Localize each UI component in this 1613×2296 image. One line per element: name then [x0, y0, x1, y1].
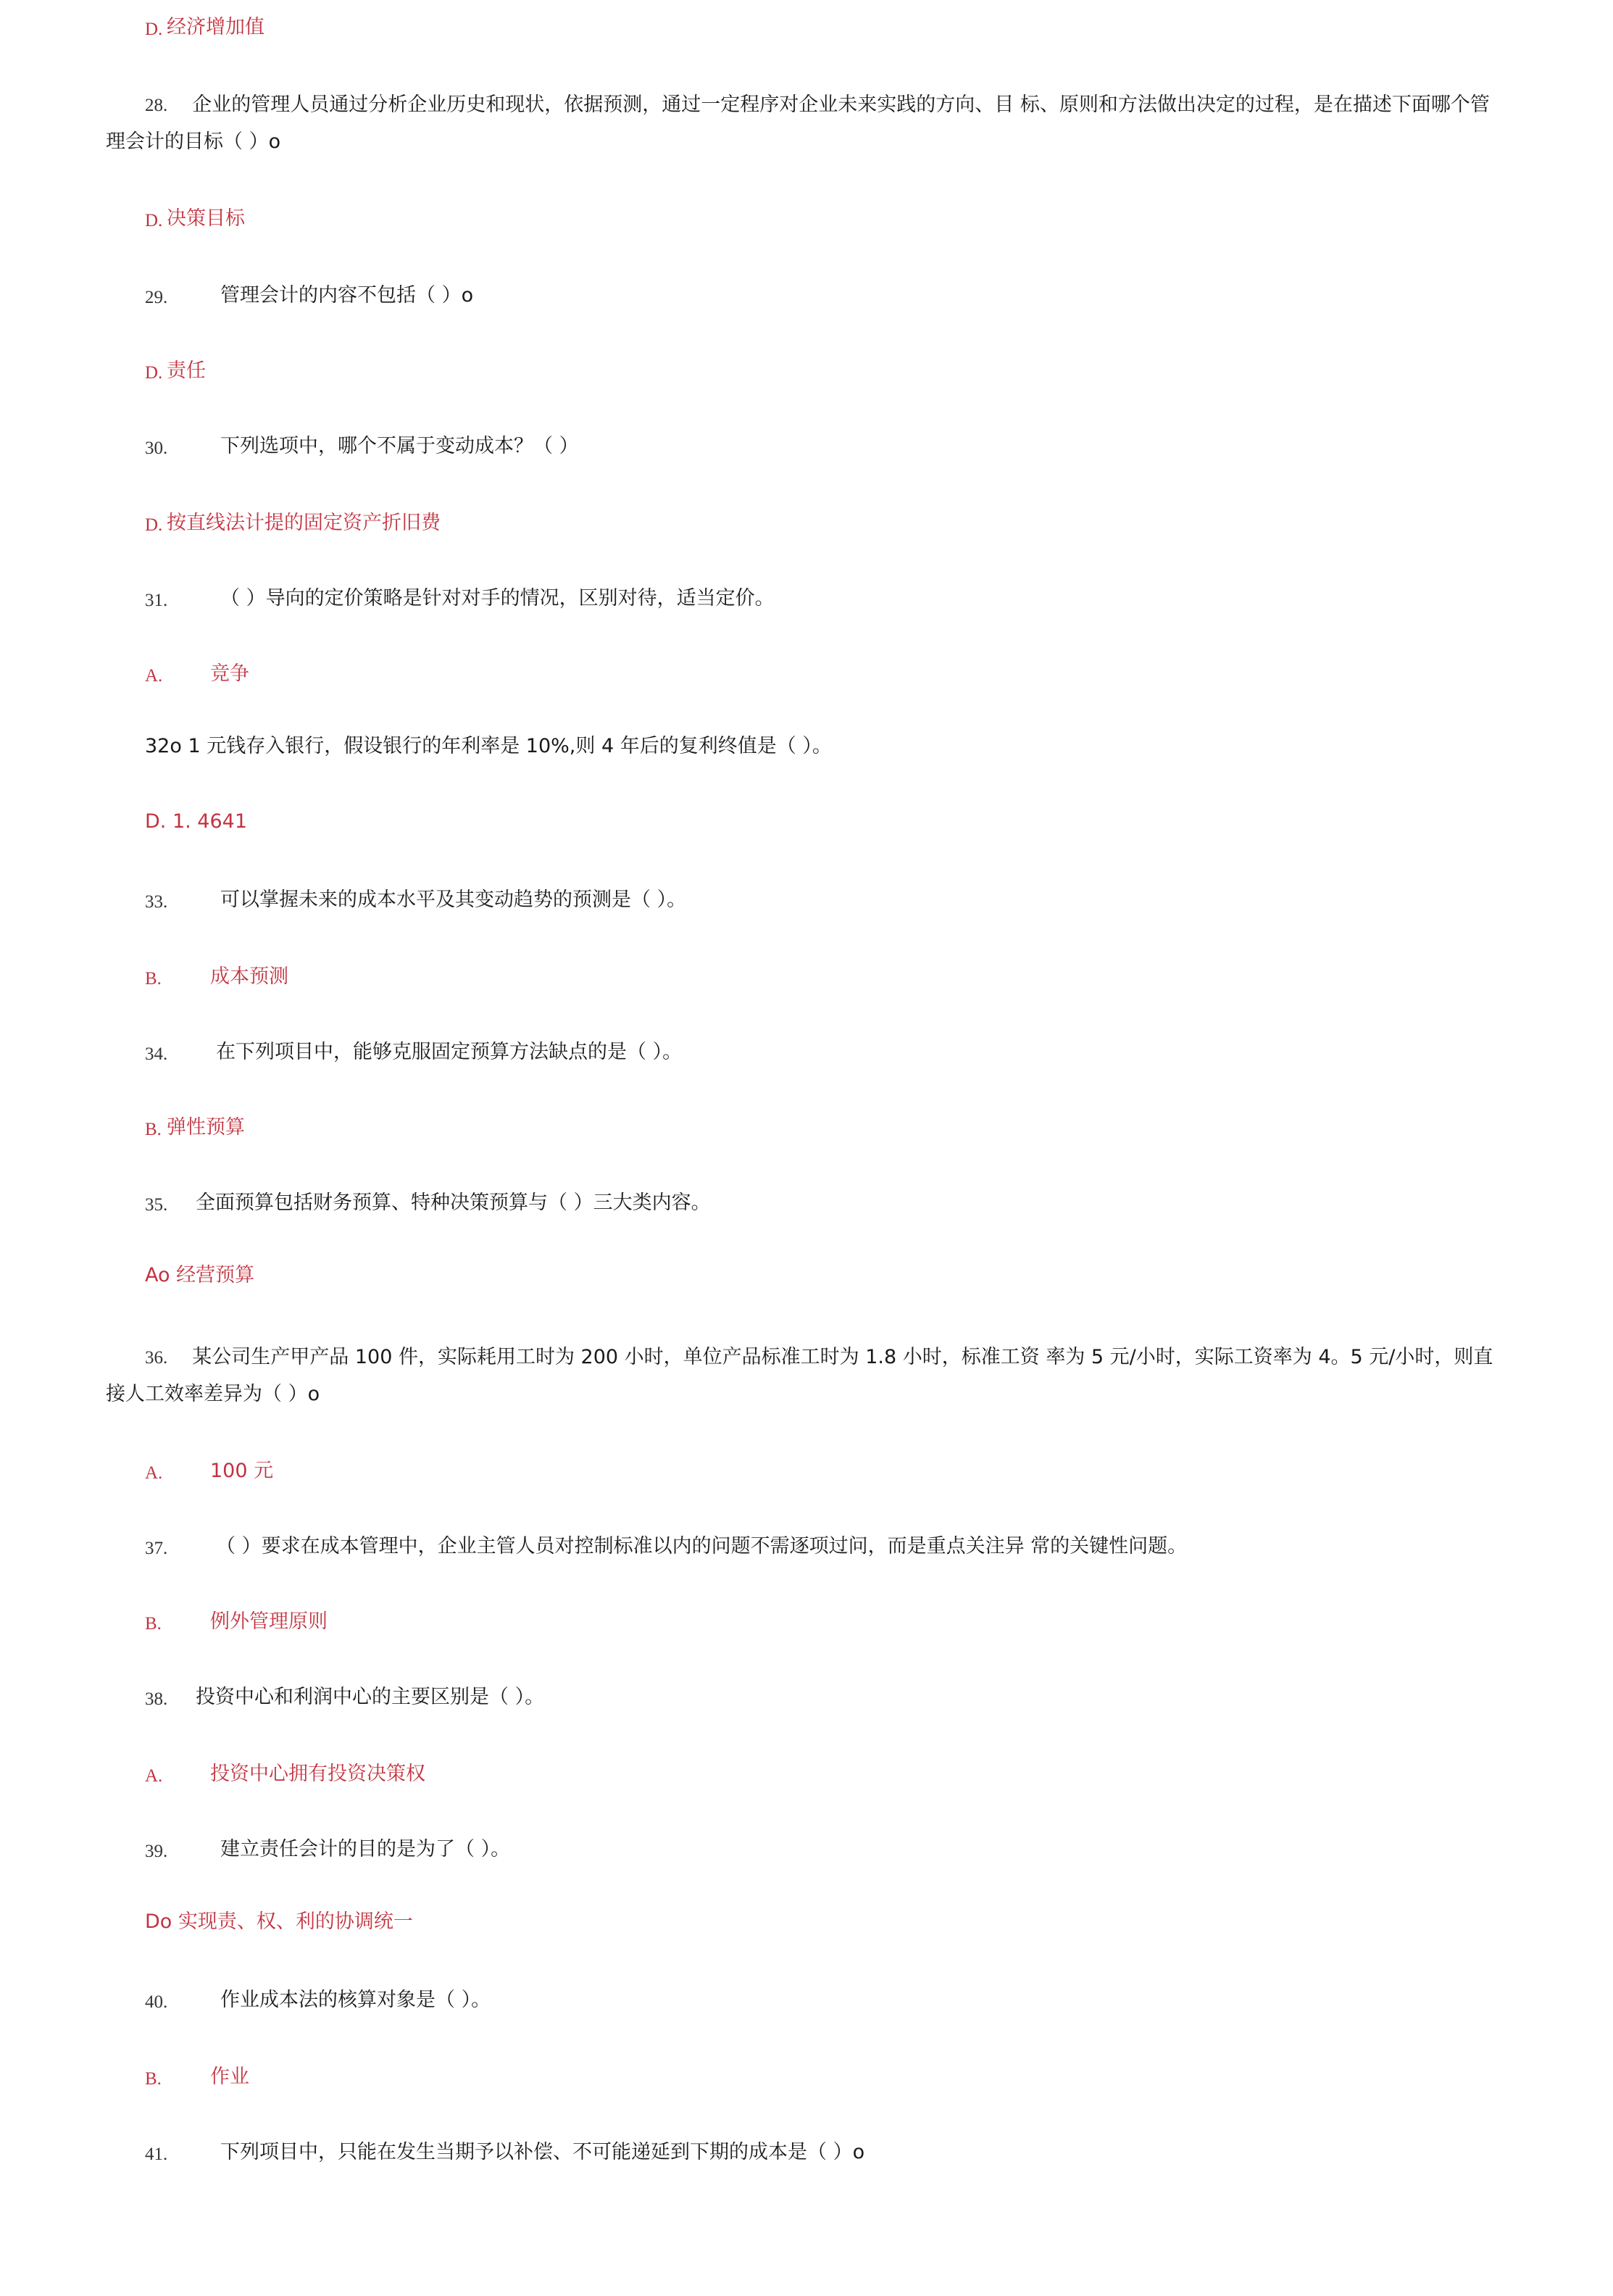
answer-text: 竞争 [210, 662, 249, 685]
question-number: 41. [145, 2145, 168, 2164]
question-text: 在下列项目中，能够克服固定预算方法缺点的是（ ）。 [216, 1041, 683, 1063]
answer-text: 作业 [210, 2066, 249, 2088]
answer-label: D. [145, 211, 163, 230]
question-text: 建立责任会计的目的是为了（ ）。 [220, 1838, 511, 1860]
question-number: 31. [145, 591, 168, 610]
question-text: （ ）要求在成本管理中，企业主管人员对控制标准以内的问题不需逐项过问，而是重点关注异 常的关键性问题。 [216, 1535, 1188, 1557]
answer-text: D. 1. 4641 [145, 810, 248, 833]
question-number: 34. [145, 1044, 168, 1064]
answer-text: 经济增加值 [167, 16, 264, 38]
question-text: 32o 1 元钱存入银行，假设银行的年利率是 10%,则 4 年后的复利终值是（ ）。 [145, 735, 832, 757]
question-number: 36. [145, 1348, 168, 1368]
answer-text: 按直线法计提的固定资产折旧费 [167, 512, 441, 534]
answer-label: B. [145, 1120, 162, 1139]
answer-label: D. [145, 20, 163, 39]
question-text: 作业成本法的核算对象是（ ）。 [220, 1989, 491, 2011]
answer-text: 100 元 [210, 1460, 274, 1482]
question-number: 40. [145, 1992, 168, 2012]
answer-label: A. [145, 1766, 163, 1786]
question-number: 29. [145, 288, 168, 307]
question-text: 可以掌握未来的成本水平及其变动趋势的预测是（ ）。 [220, 889, 687, 911]
answer-text: Ao 经营预算 [145, 1264, 255, 1286]
question-text: 投资中心和利润中心的主要区别是（ ）。 [196, 1686, 545, 1708]
answer-label: B. [145, 2069, 162, 2089]
answer-text: 成本预测 [210, 965, 288, 988]
question-number: 39. [145, 1842, 168, 1861]
answer-label: D. [145, 363, 163, 383]
answer-label: A. [145, 1463, 163, 1483]
question-number: 30. [145, 438, 168, 458]
answer-text: 弹性预算 [167, 1116, 245, 1139]
question-text: 全面预算包括财务预算、特种决策预算与（ ）三大类内容。 [196, 1191, 711, 1214]
answer-label: B. [145, 969, 162, 989]
question-number: 28. [145, 96, 168, 115]
question-number: 35. [145, 1195, 168, 1215]
question-number: 37. [145, 1539, 168, 1558]
question-text: 下列项目中，只能在发生当期予以补偿、不可能递延到下期的成本是（ ）o [220, 2141, 865, 2163]
answer-label: D. [145, 515, 163, 535]
answer-label: B. [145, 1614, 162, 1634]
question-text: 管理会计的内容不包括（ ）o [220, 284, 474, 307]
answer-label: A. [145, 666, 163, 686]
question-number: 38. [145, 1689, 168, 1709]
question-text: （ ）导向的定价策略是针对对手的情况，区别对待，适当定价。 [220, 587, 775, 610]
answer-text: 投资中心拥有投资决策权 [210, 1763, 425, 1785]
question-text: 下列选项中，哪个不属于变动成本？（ ） [220, 435, 579, 457]
answer-text: 例外管理原则 [210, 1610, 328, 1633]
question-number: 33. [145, 892, 168, 912]
answer-text: 决策目标 [167, 207, 245, 230]
question-text: 企业的管理人员通过分析企业历史和现状，依据预测，通过一定程序对企业未来实践的方向、目 标、原则和方法做出决定的过程，是在描述下面哪个管理会计的目标（ ）o [106, 93, 1490, 153]
answer-text: 责任 [167, 359, 206, 382]
answer-text: Do 实现责、权、利的协调统一 [145, 1910, 413, 1933]
question-text: 某公司生产甲产品 100 件，实际耗用工时为 200 小时，单位产品标准工时为 1.8 小时，标准工资 率为 5 元/小时，实际工资率为 4。5 元/小时，则直接人工效率差异为（ ）o [106, 1346, 1493, 1405]
